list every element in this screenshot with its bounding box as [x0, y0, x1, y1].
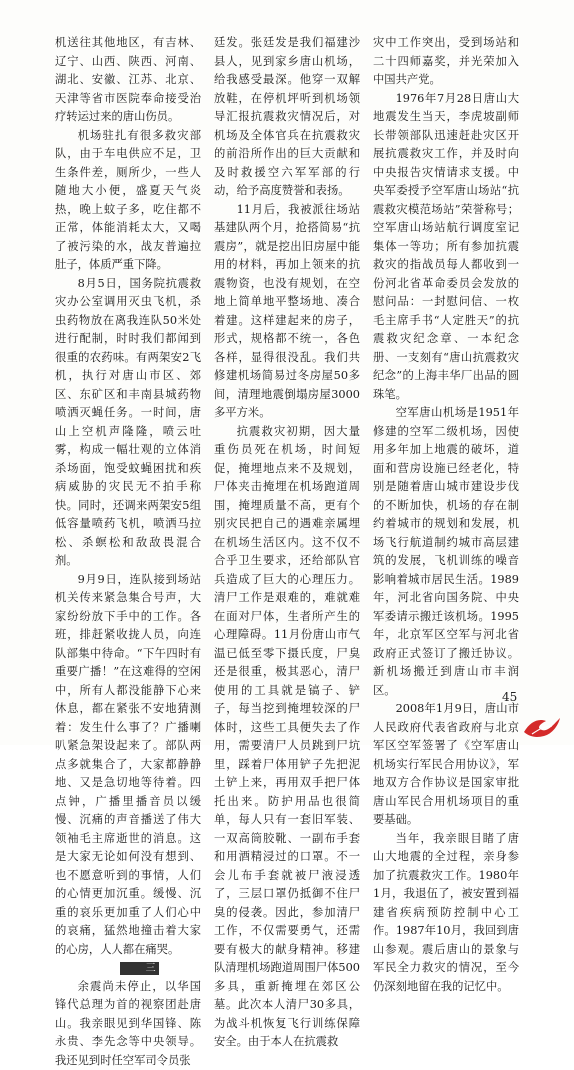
text-column-2 [214, 34, 360, 680]
paragraph: 8月5日，国务院抗震救灾办公室调用灭虫飞机，杀虫药物放在离我连队50米处进行配制，时时我们都闻到很重的农药味。有两架安2飞机，执行对唐山市区、郊区、东矿区和丰南县城药物喷洒灭蝇任务。一时间，唐山上空机声隆隆，喷云吐雾，构成一幅壮观的立体消杀场面，饱受蚊蝇困扰和疾病威胁的灾民无不拍手称快。同时，还调来两架安5组低容量喷药飞机，喷洒马拉松、杀螟松和敌敌畏混合剂。 [55, 275, 201, 571]
paragraph: 2008年1月9日，唐山市人民政府代表省政府与北京军区空军签署了《空军唐山机场实行军民合用协议》，军地双方合作协议是国家审批唐山军民合用机场项目的重要基础。 [373, 700, 519, 830]
section-number: 三 [120, 962, 159, 975]
paragraph: 当年，我亲眼目睹了唐山大地震的全过程，亲身参加了抗震救灾工作。1980年1月，我退伍了，被安置到福建省疾病预防控制中心工作。1987年10月，我回到唐山参观。震后唐山的景象与军民全力救灾的情况，至今仍深刻地留在我的记忆中。 [373, 830, 519, 997]
paragraph: 机送往其他地区，有吉林、辽宁、山西、陕西、河南、湖北、安徽、江苏、北京、天津等省市医院奉命接受治疗转运过来的唐山伤员。 [55, 34, 201, 127]
section-marker [55, 959, 201, 978]
text-column-3 [373, 34, 519, 680]
brush-logo-icon [522, 712, 566, 740]
paragraph: 空军唐山机场是1951年修建的空军二级机场，因使用多年加上地震的破坏，道面和营房设施已经老化，特别是随着唐山城市建设步伐的不断加快，机场的存在制约着城市的规划和发展，机场飞行航道制约城市高层建筑的发展，飞机训练的噪音影响着城市居民生活。1989年，河北省向国务院、中央军委请示搬迁该机场。1995年，北京军区空军与河北省政府正式签订了搬迁协议。新机场搬迁到唐山市丰润区。 [373, 404, 519, 700]
paragraph: 11月后，我被派往场站基建队两个月，抢搭简易“抗震房”，就是挖出旧房屋中能用的材料，再加上领来的抗震物资，也没有规划，在空地上简单地平整场地、凑合着建。这样建起来的房子，形式，规格都不统一，各色各样，显得很没乱。我们共修建机场简易过冬房屋50多间，清理地震倒塌房屋3000多平方米。 [214, 201, 360, 423]
text-column-1 [55, 34, 201, 680]
paragraph: 机场驻扎有很多救灾部队，由于车电供应不足，卫生条件差，厕所少，一些人随地大小便，盛夏天气炎热，晚上蚊子多，吃住都不正常，体能消耗太大，又喝了被污染的水，战友普遍拉肚子，体质严重下降。 [55, 127, 201, 275]
paragraph: 灾中工作突出，受到场站和二十四师嘉奖，并光荣加入中国共产党。 [373, 34, 519, 90]
paragraph: 余震尚未停止，以华国锋代总理为首的视察团赴唐山。我亲眼见到华国锋、陈永贵、李先念等中央领导。我还见到时任空军司令员张 [55, 978, 201, 1070]
paragraph: 9月9日，连队接到场站机关传来紧急集合号声，大家纷纷放下手中的工作。各班，排赶紧收拢人员，向连队部集中待命。“下午四时有重要广播！”在这难得的空闲中，所有人都没能静下心来休息，都在紧张不安地猜测着：发生什么事了？广播喇叭紧急架设起来了。部队两点多就集合了，大家都静静地、又是急切地等待着。四点钟，广播里播音员以缓慢、沉痛的声音播送了伟大领袖毛主席逝世的消息。这是大家无论如何没有想到、也不愿意听到的事情，人们的心情更加沉重。缓慢、沉重的哀乐更加重了人们心中的哀痛，猛然地撞击着大家的心房，人人都在痛哭。 [55, 571, 201, 960]
page-number: 45 [502, 690, 517, 704]
paragraph: 1976年7月28日唐山大地震发生当天，李虎坡副师长带领部队迅速赶赴灾区开展抗震救灾工作，并及时向中央报告灾情请求支援。中央军委授予空军唐山场站“抗震救灾模范场站”荣誉称号；空军唐山场站航行调度室记集体一等功；所有参加抗震救灾的指战员每人都收到一份河北省革命委员会发放的慰问品：一封慰问信、一枚毛主席手书“人定胜天”的抗震救灾纪念章、一本纪念册、一支刻有“唐山抗震救灾纪念”的上海丰华厂出品的圆珠笔。 [373, 90, 519, 405]
paragraph: 抗震救灾初期，因大量重伤员死在机场，时间短促，掩埋地点来不及规划，尸体夹击掩埋在机场跑道周围，掩埋质量不高，更有个别灾民把自己的遇难亲属埋在机场生活区内。这不仅不合乎卫生要求，还给部队官兵造成了巨大的心理压力。清尸工作是艰难的，难就难在面对尸体，生者所产生的心理障碍。11月份唐山市气温已低至零下摄氏度，尸臭还是很重，极其恶心，清尸使用的工具就是镐子、铲子，每当挖到掩埋较深的尸体时，这些工具便失去了作用，需要清尸人员跳到尸坑里，踩着尸体用铲子先把泥土铲上来，再用双手把尸体托出来。防护用品也很简单，每人只有一套旧军装、一双高筒胶靴、一副布手套和用酒精浸过的口罩。不一会儿布手套就被尸液浸透了，三层口罩仍抵御不住尸臭的侵袭。因此，参加清尸工作，不仅需要勇气，还需要有极大的献身精神。移建队清理机场跑道周围尸体500多具，重新掩埋在郊区公墓。此次本人清尸30多具，为战斗机恢复飞行训练保障安全。由于本人在抗震救 [214, 423, 360, 1052]
paragraph: 廷发。张廷发是我们福建沙县人，见到家乡唐山机场，给我感受最深。他穿一双解放鞋，在停机坪听到机场领导汇报抗震救灾情况后，对机场及全体官兵在抗震救灾的前沿所作出的巨大贡献和及时救援空六军军部的行动，给予高度赞誉和表扬。 [214, 34, 360, 201]
